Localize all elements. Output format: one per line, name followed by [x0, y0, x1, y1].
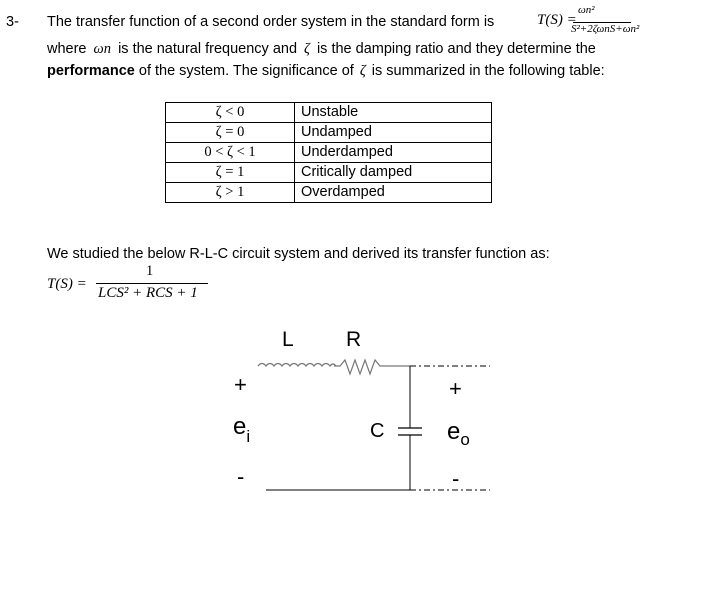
input-voltage-label: [233, 413, 251, 446]
table-cell-condition: ζ > 1: [166, 183, 295, 203]
resistor-zigzag: [334, 360, 410, 374]
table-cell-meaning: Unstable: [295, 103, 492, 123]
table-cell-condition: 0 < ζ < 1: [166, 143, 295, 163]
question-line-2-post: is the damping ratio and they determine the: [316, 41, 596, 57]
output-voltage-label: [447, 418, 470, 449]
label-capacitor: C: [370, 420, 385, 442]
output-voltage-subscript: o: [460, 430, 470, 449]
tf-standard-numerator: ωn²: [578, 4, 595, 16]
table-cell-meaning: Underdamped: [295, 143, 492, 163]
input-minus-sign: -: [237, 464, 245, 489]
tf-standard-denominator: S²+2ζωnS+ωn²: [571, 23, 640, 35]
output-voltage-e: e: [447, 418, 461, 445]
table-cell-meaning: Overdamped: [295, 183, 492, 203]
table-cell-condition: ζ = 0: [166, 123, 295, 143]
label-resistor: R: [346, 328, 362, 351]
circuit-intro: We studied the below R-L-C circuit system and derived its transfer function as:: [47, 246, 550, 262]
output-minus-sign: -: [452, 466, 460, 491]
inductor-coil: [258, 364, 336, 367]
input-plus-sign: +: [234, 372, 247, 397]
zeta-symbol: ζ: [304, 41, 310, 57]
question-line-3-mid: of the system. The significance of: [138, 63, 354, 79]
tf-standard-lhs: T(S) =: [537, 12, 577, 28]
input-voltage-subscript: i: [246, 427, 251, 446]
question-line-1-text: The transfer function of a second order system in the standard form is: [47, 14, 495, 30]
zeta-symbol-2: ζ: [359, 63, 366, 79]
performance-bold: performance: [47, 63, 135, 79]
omega-n-symbol: ωn: [93, 41, 112, 57]
question-line-2-pre: where: [47, 41, 87, 57]
output-plus-sign: +: [449, 376, 462, 401]
tf-rlc-denominator: LCS² + RCS + 1: [98, 285, 198, 301]
table-cell-condition: ζ < 0: [166, 103, 295, 123]
question-number: 3-: [6, 14, 19, 30]
question-line-2-mid: is the natural frequency and: [118, 41, 298, 57]
tf-rlc-lhs: T(S) =: [47, 276, 87, 292]
input-voltage-e: e: [233, 413, 247, 440]
table-cell-condition: ζ = 1: [166, 163, 295, 183]
table-cell-meaning: Undamped: [295, 123, 492, 143]
table-cell-meaning: Critically damped: [295, 163, 492, 183]
question-line-3-post: is summarized in the following table:: [371, 63, 605, 79]
tf-rlc-numerator: 1: [146, 263, 154, 279]
label-inductor: L: [282, 328, 294, 351]
